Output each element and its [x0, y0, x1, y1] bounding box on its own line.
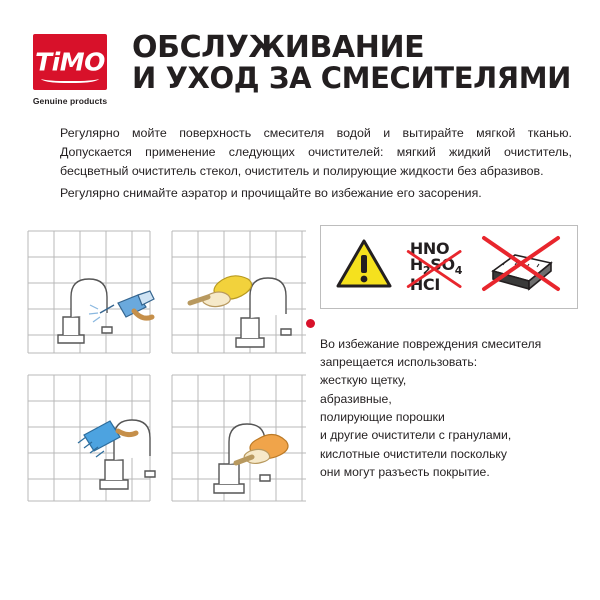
- logo-wordmark: TiMO: [35, 47, 105, 77]
- page-title-line-2: И УХОД ЗА СМЕСИТЕЛЯМИ: [132, 61, 572, 96]
- warning-line-6: и другие очистители с гранулами,: [320, 428, 512, 443]
- content-area: [22, 223, 578, 513]
- page-title-line-1: ОБСЛУЖИВАНИЕ: [132, 30, 425, 65]
- chem2-sub1: 2: [422, 264, 431, 278]
- warning-line-7: кислотные очистители поскольку: [320, 446, 507, 461]
- warning-text-block: [320, 335, 578, 481]
- faucet-care-illustration: [22, 223, 312, 513]
- warning-line-1: Во избежание повреждения смесителя: [320, 336, 542, 351]
- warning-line-5: полирующие порошки: [320, 410, 445, 425]
- warning-line-3: жесткую щетку,: [320, 373, 407, 388]
- red-cross-icon: [404, 238, 464, 295]
- chemical-formula-1: HNO: [409, 238, 450, 258]
- warning-line-8: они могут разъесть покрытие.: [320, 464, 490, 479]
- cloth-icon-1: [190, 276, 252, 307]
- warning-column: [320, 223, 578, 513]
- chem2-sub2: 4: [454, 264, 463, 278]
- abrasive-sponge-prohibited: [479, 233, 563, 300]
- warning-line-2: запрещается использовать:: [320, 355, 478, 370]
- warning-triangle-icon: [335, 238, 393, 295]
- chem2-h: H: [409, 255, 423, 275]
- bullet-dot: [306, 319, 315, 328]
- logo-mark: [33, 34, 107, 90]
- intro-paragraph-1: Регулярно мойте поверхность смесителя водой и вытирайте мягкой тканью. Допускается применение следующих очистителей: мягкий жидкий очиститель, бесцветный очиститель стекол, очиститель и полирующие жидкости без абразивов.: [60, 126, 572, 179]
- prohibition-box: [320, 225, 578, 309]
- abrasive-sponge-icon: [479, 233, 563, 295]
- chemical-formula-3: HCI: [409, 274, 440, 294]
- brand-logo: [22, 28, 118, 106]
- intro-text: [22, 124, 578, 203]
- chemicals-prohibited: [406, 238, 466, 294]
- intro-paragraph-2: Регулярно снимайте аэратор и прочищайте во избежание его засорения.: [60, 185, 482, 200]
- warning-line-4: абразивные,: [320, 391, 392, 406]
- logo-tagline: Genuine products: [32, 96, 108, 106]
- chem2-so: SO: [430, 255, 455, 275]
- page-title: [132, 28, 578, 96]
- logo-swoosh-icon: [41, 72, 99, 83]
- document-header: [22, 28, 578, 106]
